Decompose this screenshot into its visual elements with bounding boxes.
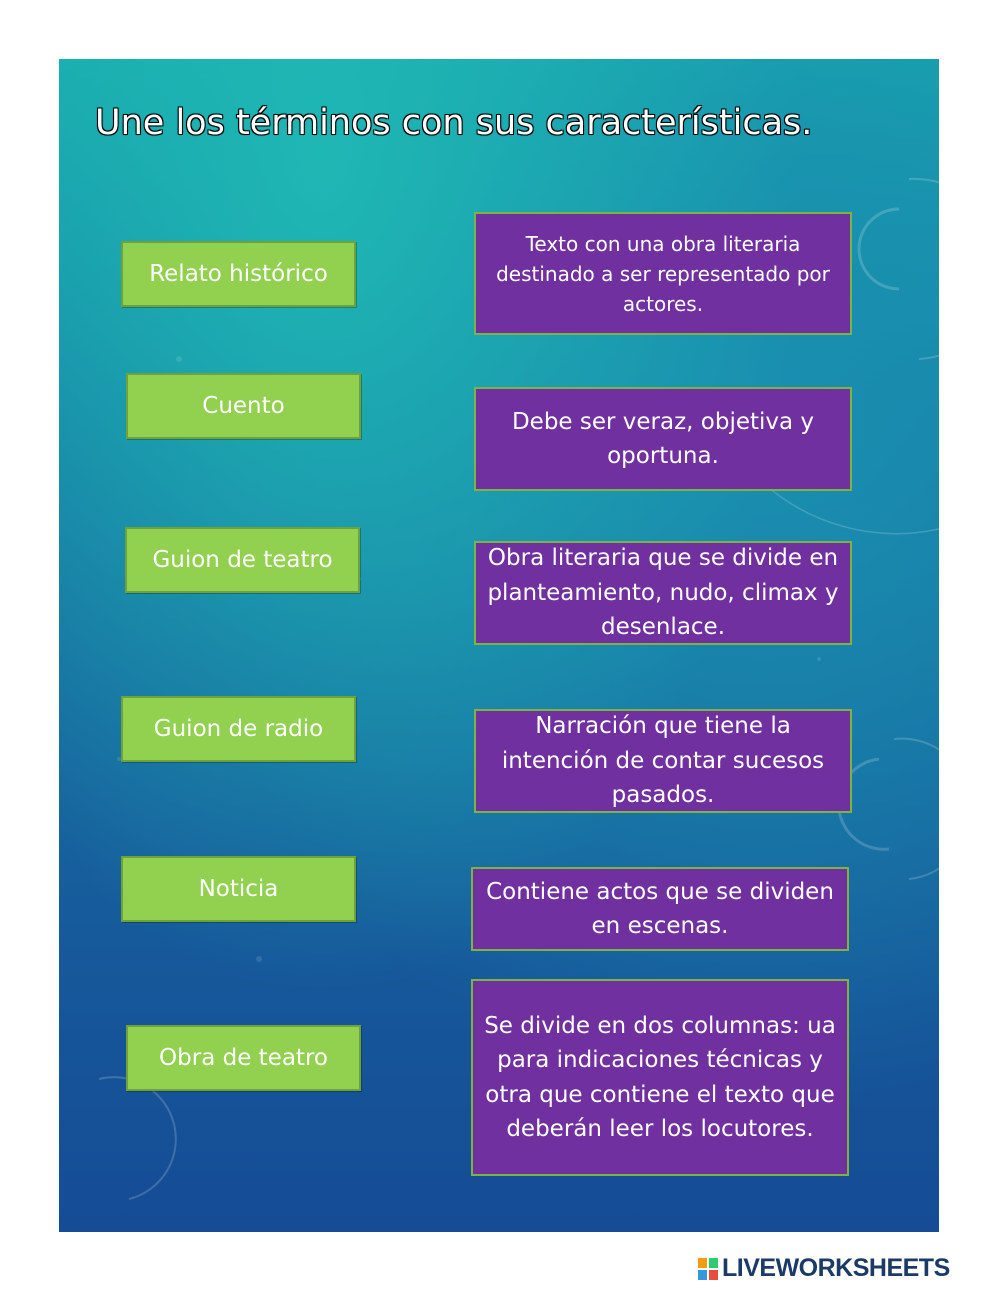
term-obra-de-teatro[interactable]: Obra de teatro bbox=[126, 1025, 361, 1091]
worksheet-slide bbox=[59, 59, 939, 1232]
description-2[interactable]: Debe ser veraz, objetiva y oportuna. bbox=[474, 387, 852, 491]
description-6[interactable]: Se divide en dos columnas: ua para indicaciones técnicas y otra que contiene el texto que deberán leer los locutores. bbox=[471, 979, 849, 1176]
term-relato-historico[interactable]: Relato histórico bbox=[121, 241, 356, 307]
logo-blocks-icon bbox=[698, 1258, 718, 1280]
description-1[interactable]: Texto con una obra literaria destinado a ser representado por actores. bbox=[474, 212, 852, 335]
description-5[interactable]: Contiene actos que se dividen en escenas. bbox=[471, 867, 849, 951]
worksheet-title: Une los términos con sus características. bbox=[95, 103, 813, 143]
description-4[interactable]: Narración que tiene la intención de contar sucesos pasados. bbox=[474, 709, 852, 813]
term-cuento[interactable]: Cuento bbox=[126, 373, 361, 439]
description-3[interactable]: Obra literaria que se divide en planteamiento, nudo, climax y desenlace. bbox=[474, 541, 852, 645]
brand-name: LIVEWORKSHEETS bbox=[722, 1254, 950, 1282]
liveworksheets-logo bbox=[698, 1254, 950, 1283]
term-guion-de-teatro[interactable]: Guion de teatro bbox=[125, 527, 360, 593]
term-noticia[interactable]: Noticia bbox=[121, 856, 356, 922]
term-guion-de-radio[interactable]: Guion de radio bbox=[121, 696, 356, 762]
